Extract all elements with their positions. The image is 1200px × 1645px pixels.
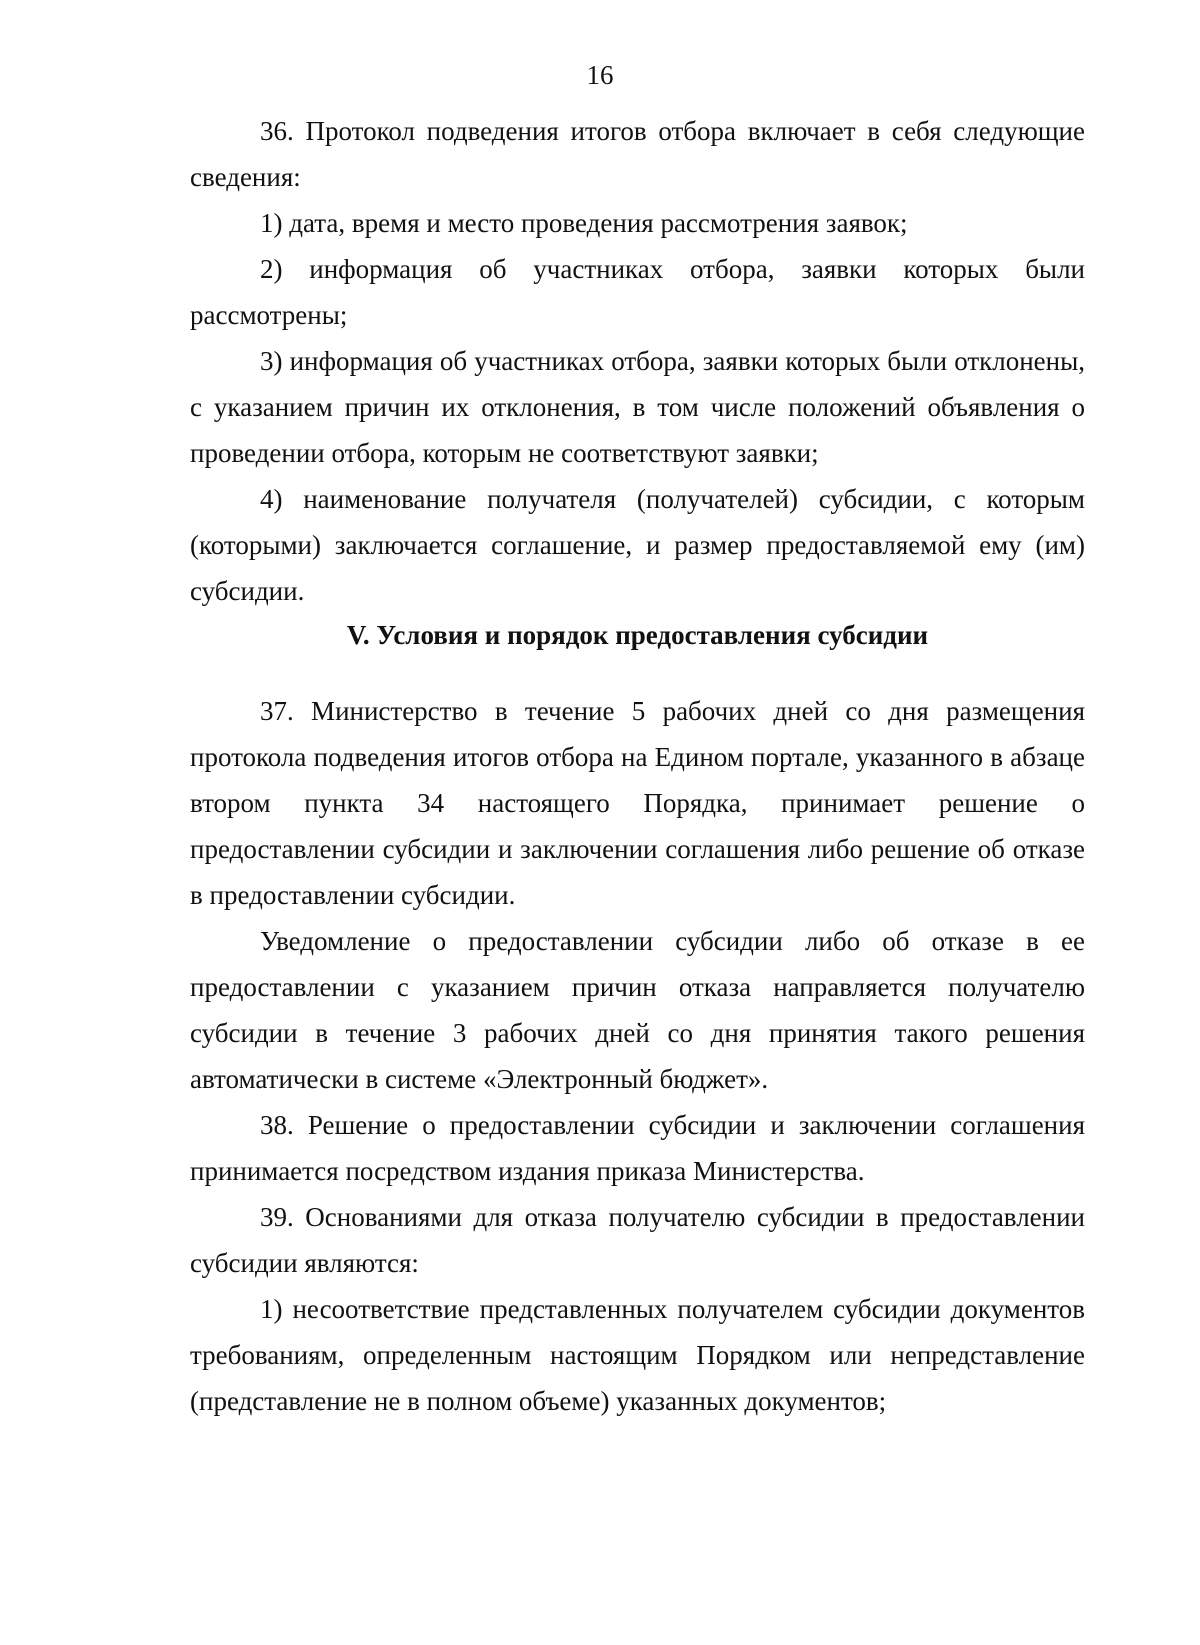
paragraph-36: 36. Протокол подведения итогов отбора включает в себя следующие сведения: <box>190 116 1085 192</box>
paragraph-36-item-2: 2) информация об участниках отбора, заявки которых были рассмотрены; <box>190 254 1085 330</box>
paragraph-36-item-4: 4) наименование получателя (получателей) субсидии, с которым (которыми) заключается соглашение, и размер предоставляемой ему (им) субсидии. <box>190 484 1085 606</box>
section-body <box>190 688 1085 1424</box>
page-number: 16 <box>586 60 614 90</box>
paragraph-36-block <box>190 108 1085 614</box>
paragraph-36-item-3: 3) информация об участниках отбора, заявки которых были отклонены, с указанием причин их отклонения, в том числе положений объявления о проведении отбора, которым не соответствуют заявки; <box>190 346 1085 468</box>
paragraph-38: 38. Решение о предоставлении субсидии и заключении соглашения принимается посредством издания приказа Министерства. <box>190 1110 1085 1186</box>
paragraph-37: 37. Министерство в течение 5 рабочих дней со дня размещения протокола подведения итогов отбора на Едином портале, указанного в абзаце втором пункта 34 настоящего Порядка, принимает решение о предоставлении субсидии и заключении соглашения либо решение об отказе в предоставлении субсидии. <box>190 696 1085 910</box>
paragraph-36-item-1: 1) дата, время и место проведения рассмотрения заявок; <box>260 208 908 238</box>
paragraph-39-item-1: 1) несоответствие представленных получателем субсидии документов требованиям, определенным настоящим Порядком или непредставление (представление не в полном объеме) указанных документов; <box>190 1294 1085 1416</box>
section-heading: V. Условия и порядок предоставления субсидии <box>346 620 929 650</box>
paragraph-39: 39. Основаниями для отказа получателю субсидии в предоставлении субсидии являются: <box>190 1202 1085 1278</box>
paragraph-37-notice: Уведомление о предоставлении субсидии либо об отказе в ее предоставлении с указанием причин отказа направляется получателю субсидии в течение 3 рабочих дней со дня принятия такого решения автоматически в системе «Электронный бюджет». <box>190 926 1085 1094</box>
